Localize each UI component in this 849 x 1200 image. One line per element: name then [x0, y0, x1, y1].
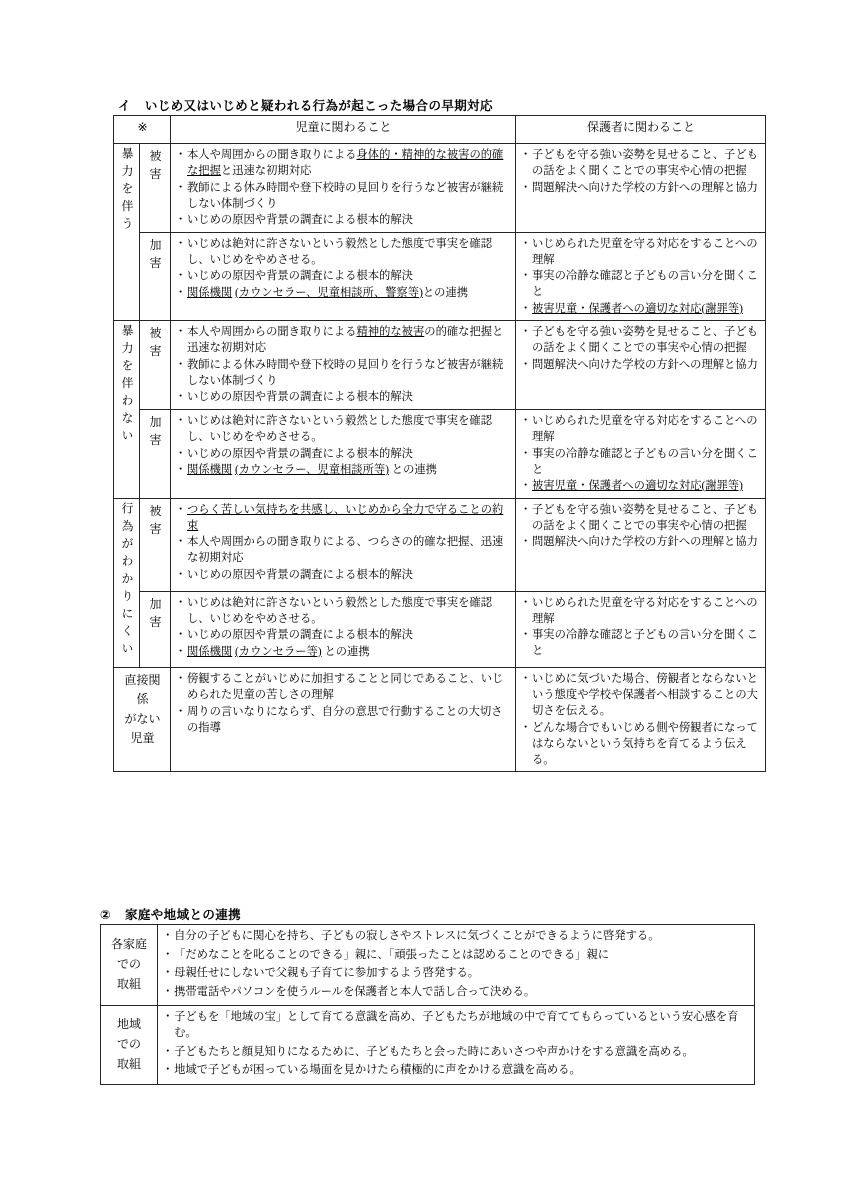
bullet-item	[176, 236, 511, 268]
category-label-1	[114, 321, 140, 498]
label-line: 害	[149, 167, 162, 181]
cooperation-category-1	[101, 1006, 158, 1085]
sublabel-stack	[145, 147, 166, 183]
cooperation-item-list	[163, 1009, 750, 1078]
cell-guardian-actions	[516, 321, 766, 410]
plain-text: 教師による休み時間や登下校時の見回りを行うなど被害が継続しない体制づくり	[187, 358, 504, 387]
bullet-item	[521, 478, 761, 494]
guardian-action-list	[521, 413, 761, 494]
label-line: 害	[149, 614, 162, 629]
underlined-text: 関係機関	[187, 286, 233, 299]
table-row	[114, 591, 766, 667]
cell-guardian-actions	[516, 591, 766, 667]
plain-text: いじめに気づいた場合、傍観者とならないという態度や学校や保護者へ相談することの大切さを伝える。	[532, 673, 758, 718]
table-row	[114, 232, 766, 321]
plain-text: いじめられた児童を守る対応をすることへの理解	[532, 237, 758, 266]
cell-child-actions	[171, 232, 516, 321]
row-sublabel	[140, 498, 171, 591]
label-line: 加	[149, 237, 162, 252]
plain-text: いじめの原因や背景の調査による根本的解決	[187, 270, 413, 283]
plain-text: との連携	[422, 286, 469, 299]
bullet-item	[521, 720, 761, 768]
label-line: での	[117, 1037, 142, 1052]
bullet-item	[521, 147, 761, 179]
child-action-list	[176, 324, 511, 405]
bullet-item	[163, 947, 750, 963]
bullet-item	[176, 627, 511, 643]
bullet-item	[176, 285, 511, 301]
header-mark-cell: ※	[114, 116, 171, 144]
section-title: 家庭や地域との連携	[124, 908, 242, 922]
plain-text: の的確な把握と迅速な初期対応	[187, 326, 504, 355]
table-header-row	[114, 116, 766, 144]
bullet-item	[521, 236, 761, 268]
label-line: 被	[149, 149, 162, 163]
plain-text: いじめの原因や背景の調査による根本的解決	[187, 391, 413, 404]
bullet-item	[163, 965, 750, 981]
child-action-list	[176, 502, 511, 583]
vertical-label-text: 行為がわかりにくい	[120, 501, 134, 660]
guardian-action-list	[521, 147, 761, 196]
plain-text: いじめの原因や背景の調査による根本的解決	[187, 214, 413, 227]
category-label-0	[114, 144, 140, 321]
sublabel-stack	[145, 413, 166, 449]
sublabel-stack	[145, 324, 166, 360]
label-line: 害	[149, 255, 162, 270]
plain-text: 本人や周囲からの聞き取りによる	[187, 326, 357, 339]
label-line: 地域	[117, 1017, 142, 1032]
plain-text: との連携	[388, 464, 437, 477]
underlined-text: (カウンセラー、児童相談所、警察等)	[235, 286, 423, 299]
row-sublabel	[140, 144, 171, 233]
bullet-item	[521, 595, 761, 627]
label-line: 害	[149, 344, 162, 359]
plain-text: と迅速な初期対応	[220, 165, 312, 178]
bullet-item	[521, 627, 761, 659]
bullet-item	[163, 928, 750, 944]
cell-child-actions	[171, 409, 516, 498]
plain-text: 教師による休み時間や登下校時の見回りを行うなど被害が継続しない体制づくり	[187, 181, 504, 210]
plain-text: 「だめなことを叱ることのできる」親に、「頑張ったことは認めることのできる」親に	[174, 948, 610, 961]
plain-text: 事実の冷静な確認と子どもの言い分を聞くこと	[532, 629, 758, 658]
label-line: 取組	[117, 1056, 142, 1071]
cooperation-item-list	[163, 928, 750, 1000]
bullet-item	[176, 212, 511, 228]
cell-guardian-actions	[516, 232, 766, 321]
table-row	[114, 321, 766, 410]
underlined-text: 被害児童・保護者への適切な対応(謝罪等)	[532, 480, 743, 493]
cell-child-actions	[171, 498, 516, 591]
label-line: 害	[149, 521, 162, 536]
plain-text: いじめは絶対に許さないという毅然とした態度で事実を確認し、いじめをやめさせる。	[187, 596, 493, 625]
plain-text: いじめは絶対に許さないという毅然とした態度で事実を確認し、いじめをやめさせる。	[187, 414, 493, 443]
plain-text: 周りの言いなりにならず、自分の意思で行動することの大切さの指導	[187, 705, 503, 734]
plain-text: いじめられた児童を守る対応をすることへの理解	[532, 414, 758, 443]
bullet-item	[176, 446, 511, 462]
cooperation-items-cell	[158, 925, 755, 1006]
cooperation-items-cell	[158, 1006, 755, 1085]
label-line: 被	[149, 503, 162, 518]
underlined-text: 関係機関	[187, 464, 233, 477]
row-sublabel	[140, 321, 171, 410]
label-line: での	[117, 957, 142, 972]
row-sublabel	[140, 409, 171, 498]
child-action-list	[176, 413, 511, 478]
guardian-action-list	[521, 595, 761, 660]
plain-text: 携帯電話やパソコンを使うルールを保護者と本人で話し合って決める。	[174, 985, 536, 998]
bullet-item	[176, 180, 511, 212]
bullet-item	[176, 671, 511, 703]
sublabel-stack	[145, 502, 166, 538]
plain-text: との連携	[321, 645, 370, 658]
bullet-item	[176, 534, 511, 566]
plain-text: 事実の冷静な確認と子どもの言い分を聞くこと	[532, 270, 758, 299]
plain-text: いじめられた児童を守る対応をすることへの理解	[532, 596, 758, 625]
plain-text: 子どもを守る強い姿勢を見せること、子どもの話をよく聞くことでの事実や心情の把握	[532, 503, 758, 532]
section-heading-cooperation	[100, 905, 241, 923]
plain-text: 問題解決へ向けた学校の方針への理解と協力	[532, 181, 758, 194]
bullet-item	[521, 534, 761, 550]
sublabel-stack	[145, 236, 166, 272]
plain-text: 子どもたちと顔見知りになるために、子どもたちと会った時にあいさつや声かけをする意識を高める。	[174, 1045, 694, 1058]
plain-text: 本人や周囲からの聞き取りによる、つらさの的確な把握、迅速な初期対応	[187, 536, 504, 565]
plain-text: 子どもを守る強い姿勢を見せること、子どもの話をよく聞くことでの事実や心情の把握	[532, 326, 758, 355]
bystander-label	[114, 668, 171, 772]
child-action-list	[176, 147, 511, 228]
label-line: 加	[149, 414, 162, 429]
bullet-item	[521, 268, 761, 300]
category-label-2	[114, 498, 140, 668]
bullet-item	[521, 671, 761, 719]
section-marker: イ	[118, 99, 131, 113]
plain-text: いじめの原因や背景の調査による根本的解決	[187, 629, 413, 642]
label-line: 取組	[117, 976, 142, 991]
guardian-action-list	[521, 324, 761, 373]
bullet-item	[176, 567, 511, 583]
cooperation-table-body	[101, 925, 755, 1085]
bullet-item	[521, 301, 761, 317]
table-row	[101, 1006, 755, 1085]
label-line: 被	[149, 326, 162, 341]
table-row	[101, 925, 755, 1006]
child-action-list	[176, 236, 511, 301]
child-action-list	[176, 671, 511, 736]
label-line: 児童	[130, 730, 155, 745]
bullet-item	[521, 413, 761, 445]
plain-text: 子どもを「地域の宝」として育てる意識を高め、子どもたちが地域の中で育ててもらっているという安心感を育む。	[174, 1011, 739, 1040]
plain-text: 問題解決へ向けた学校の方針への理解と協力	[532, 536, 758, 549]
cell-guardian-actions	[516, 409, 766, 498]
cell-guardian-actions	[516, 144, 766, 233]
plain-text: 事実の冷静な確認と子どもの言い分を聞くこと	[532, 447, 758, 476]
label-line: 害	[149, 432, 162, 447]
cell-child-actions	[171, 591, 516, 667]
bullet-item	[163, 1009, 750, 1041]
bystander-label-stack	[119, 671, 166, 748]
plain-text: いじめは絶対に許さないという毅然とした態度で事実を確認し、いじめをやめさせる。	[187, 237, 493, 266]
table-row	[114, 144, 766, 233]
underlined-text: つらく苦しい気持ちを共感し、いじめから全力で守ることの約束	[187, 503, 504, 532]
underlined-text: 被害児童・保護者への適切な対応(謝罪等)	[532, 302, 743, 315]
early-response-table	[113, 115, 766, 772]
bullet-item	[521, 324, 761, 356]
bullet-item	[163, 1044, 750, 1060]
cooperation-table	[100, 924, 755, 1085]
guardian-action-list	[521, 671, 761, 768]
underlined-text: 精神的な被害	[356, 326, 425, 339]
plain-text: 自分の子どもに関心を持ち、子どもの寂しさやストレスに気づくことができるように啓発する。	[174, 930, 660, 942]
bullet-item	[176, 413, 511, 445]
bullet-item	[176, 644, 511, 660]
bullet-item	[176, 324, 511, 356]
label-line: がない	[124, 711, 161, 726]
cooperation-category-0	[101, 925, 158, 1006]
plain-text: いじめの原因や背景の調査による根本的解決	[187, 447, 413, 460]
header-child-column: 児童に関わること	[171, 116, 516, 144]
header-guardian-column: 保護者に関わること	[516, 116, 766, 144]
bullet-item	[176, 704, 511, 736]
plain-text: 問題解決へ向けた学校の方針への理解と協力	[532, 358, 758, 371]
vertical-label-text: 暴力を伴う	[120, 147, 134, 235]
cooperation-label-stack	[104, 935, 154, 994]
plain-text: 母親任せにしないで父親も子育てに参加するよう啓発する。	[174, 967, 480, 980]
plain-text: 本人や周囲からの聞き取りによる	[187, 149, 357, 161]
bullet-item	[176, 389, 511, 405]
bullet-item	[176, 595, 511, 627]
label-line: 各家庭	[111, 937, 148, 952]
cell-guardian-actions	[516, 498, 766, 591]
bullet-item	[176, 502, 511, 534]
child-action-list	[176, 595, 511, 660]
early-response-table-body	[114, 116, 766, 772]
bullet-item	[163, 1062, 750, 1078]
bullet-item	[163, 984, 750, 1000]
table-row	[114, 498, 766, 591]
label-line: 加	[149, 596, 162, 611]
guardian-action-list	[521, 236, 761, 317]
bullet-item	[176, 462, 511, 478]
plain-text: 地域で子どもが困っている場面を見かけたら積極的に声をかける意識を高める。	[174, 1064, 581, 1077]
plain-text: どんな場合でもいじめる側や傍観者になってはならないという気持ちを育てるよう伝える。	[532, 721, 758, 766]
section-heading-early-response	[118, 96, 493, 114]
label-line: 直接関係	[124, 673, 161, 707]
bullet-item	[176, 268, 511, 284]
sublabel-stack	[145, 595, 166, 631]
underlined-text: (カウンセラー、児童相談所等)	[235, 464, 389, 477]
row-sublabel	[140, 591, 171, 667]
underlined-text: 身体的・精神的な被害の的確な把握	[187, 149, 504, 178]
underlined-text: (カウンセラー等)	[235, 645, 322, 658]
cell-child-actions	[171, 668, 516, 772]
bullet-item	[176, 357, 511, 389]
underlined-text: 関係機関	[187, 645, 233, 658]
section-title: いじめ又はいじめと疑われる行為が起こった場合の早期対応	[144, 99, 493, 113]
plain-text: 傍観することがいじめに加担することと同じであること、いじめられた児童の苦しさの理解	[187, 673, 504, 702]
cell-child-actions	[171, 144, 516, 233]
row-sublabel	[140, 232, 171, 321]
section-marker: ②	[100, 908, 111, 922]
bullet-item	[521, 446, 761, 478]
table-row	[114, 409, 766, 498]
cell-guardian-actions	[516, 668, 766, 772]
plain-text: 子どもを守る強い姿勢を見せること、子どもの話をよく聞くことでの事実や心情の把握	[532, 149, 758, 178]
guardian-action-list	[521, 502, 761, 551]
bullet-item	[521, 357, 761, 373]
cooperation-label-stack	[104, 1015, 154, 1074]
bullet-item	[521, 180, 761, 196]
table-row-bystander	[114, 668, 766, 772]
bullet-item	[176, 147, 511, 179]
plain-text: いじめの原因や背景の調査による根本的解決	[187, 568, 413, 581]
cell-child-actions	[171, 321, 516, 410]
vertical-label-text: 暴力を伴わない	[120, 324, 134, 447]
bullet-item	[521, 502, 761, 534]
